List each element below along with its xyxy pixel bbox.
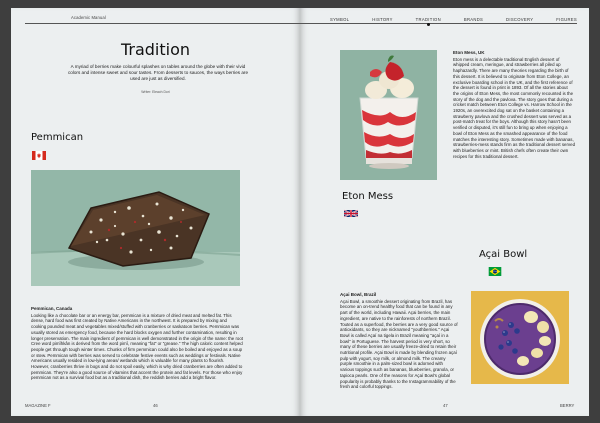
page-number-left: 46 <box>153 403 158 408</box>
nav-item-history[interactable]: HISTORY <box>372 17 393 22</box>
pemmican-caption-body: Looking like a chocolate bar or an energy bar, pemmican is a mixture of dried meat and melted fat. This dense, hard food was first created by Native Americans in the northwest. It is prepared by mixing and cooking pounded meat and vegetables mixed/stuffed with cranberries or saskatoon berries. Pemmican was usually stored as emergency food, because the hard blocks oxygen and further contamination, resulting in longer preservation. The main ingredient of pemmican is well demonstrated in the origin of the name: the root Cree word pimîhkân is derived from the word pimî, meaning "fat" or "grease." The high caloric content helped people get through tough winter times. Chunks of firm pemmican could also be boiled and enjoyed as a soup or stew. Pemmican with berries was served to celebrate festive events such as weddings or festivals. Native Americans usually resided in low-lying areas/ wetlands which is valuable for many plants to flourish. However, cranberries thrive in bogs and do not spoil easily, which is why dried cranberries are often added to pemmican. They're also a good source of vitamins that accent the protein and fat levels. For those who enjoy pemmican not as a survival food but as a traditional dish, the reddish berries add a bright flavor. <box>31 312 244 381</box>
pemmican-caption <box>31 306 243 381</box>
header-rule <box>300 23 577 24</box>
dish-name-pemmican: Pemmican <box>31 132 84 143</box>
canada-flag-icon <box>32 151 46 160</box>
brazil-flag-icon <box>488 267 502 276</box>
pemmican-photo <box>31 170 240 286</box>
pemmican-caption-heading: Pemmican, Canada <box>31 306 73 311</box>
writer-credit: Writer: Eleach Dori <box>141 90 170 94</box>
page-number-right: 47 <box>443 403 448 408</box>
folio-label-left: MAGAZINE F <box>25 403 51 408</box>
eton-mess-caption-heading: Eton Mess, UK <box>453 50 485 55</box>
acai-bowl-caption <box>340 292 458 390</box>
eton-mess-photo <box>340 50 437 180</box>
uk-flag-icon <box>344 209 358 218</box>
running-head: Academic Manual <box>71 15 106 20</box>
acai-bowl-caption-heading: Açai Bowl, Brazil <box>340 292 377 297</box>
nav-item-brands[interactable]: BRANDS <box>463 17 484 22</box>
eton-mess-caption-body: Eton mess is a delectable traditional English dessert of whipped cream, meringue, and strawberries all piled up haphazardly. There are many theories regarding the birth of this dessert. It is believed to originate from Eton College, an exclusive boarding school in the UK, and the first reference of the dessert is found in print in 1893. Of all the stories about the origins of Eton Mess, the most commonly recounted is the story of the dog and the pavlova. The story goes that during a cricket match between Eton College vs. Harrow School in the 1920s, an overexcited dog sat on the basket containing a strawberry pavlova and the crushed dessert was served as a post-match treat for the boys. Although this story hasn't been verified or disputed, it's still fun to bring up when enjoying a bowl of Eton Mess as the smashed appearance of the food matches the interesting story. Sometimes made with bananas, strawberries-mess stands firm as the traditional dessert served with blueberries or mint. British chefs often create their own recipes for this traditional dessert. <box>453 56 576 159</box>
page-title: Tradition <box>120 40 191 59</box>
intro-text: A myriad of berries make colourful splashes on tables around the globe with their vivid colors and intense sweet and sour tastes. From desserts to sauces, the ways berries are used are just as diversified. <box>68 64 249 82</box>
dish-name-acai-bowl: Açai Bowl <box>479 249 528 260</box>
nav-item-discovery[interactable]: DISCOVERY <box>506 17 534 22</box>
eton-mess-caption <box>453 50 575 159</box>
header-rule <box>25 23 300 24</box>
acai-bowl-photo <box>471 291 569 384</box>
nav-item-symbol[interactable]: SYMBOL <box>330 17 350 22</box>
folio-label-right: BERRY <box>560 403 575 408</box>
section-nav <box>330 17 577 22</box>
magazine-spread <box>11 8 589 416</box>
nav-item-figures[interactable]: FIGURES <box>556 17 577 22</box>
right-page <box>300 8 589 416</box>
dish-name-eton-mess: Eton Mess <box>342 191 394 202</box>
nav-item-tradition[interactable]: TRADITION <box>415 17 441 22</box>
acai-bowl-caption-body: Açai Bowl, a smoothie dessert originating from Brazil, has become an on-trend healthy food that can be found in any part of the world, including Hawaii. Açai berries, the main ingredient, are native to the rainforests of northern Brazil. Touted as a superfood, the berries are a very good source of antioxidants, so they are nicknamed "youthberries." Açai Bowl is called Açaí na tigela in Brazil meaning "açaí in a bowl" in Portuguese. The harvest period is very short, so many of these berries are usually freeze-dried to retain their nutritional profile. Açai Bowl is made by blending frozen açaí pulp with yogurt, soy milk, or almond milk. The creamy purple smoothie in a palm-sized bowl is adorned with various toppings such as bananas, blueberries, granola, or tapioca pearls. One of the reasons for Açaí Bowl's global popularity is probably thanks to the Instagrammability of the fresh and colorful toppings. <box>340 298 458 390</box>
left-page <box>11 8 300 416</box>
